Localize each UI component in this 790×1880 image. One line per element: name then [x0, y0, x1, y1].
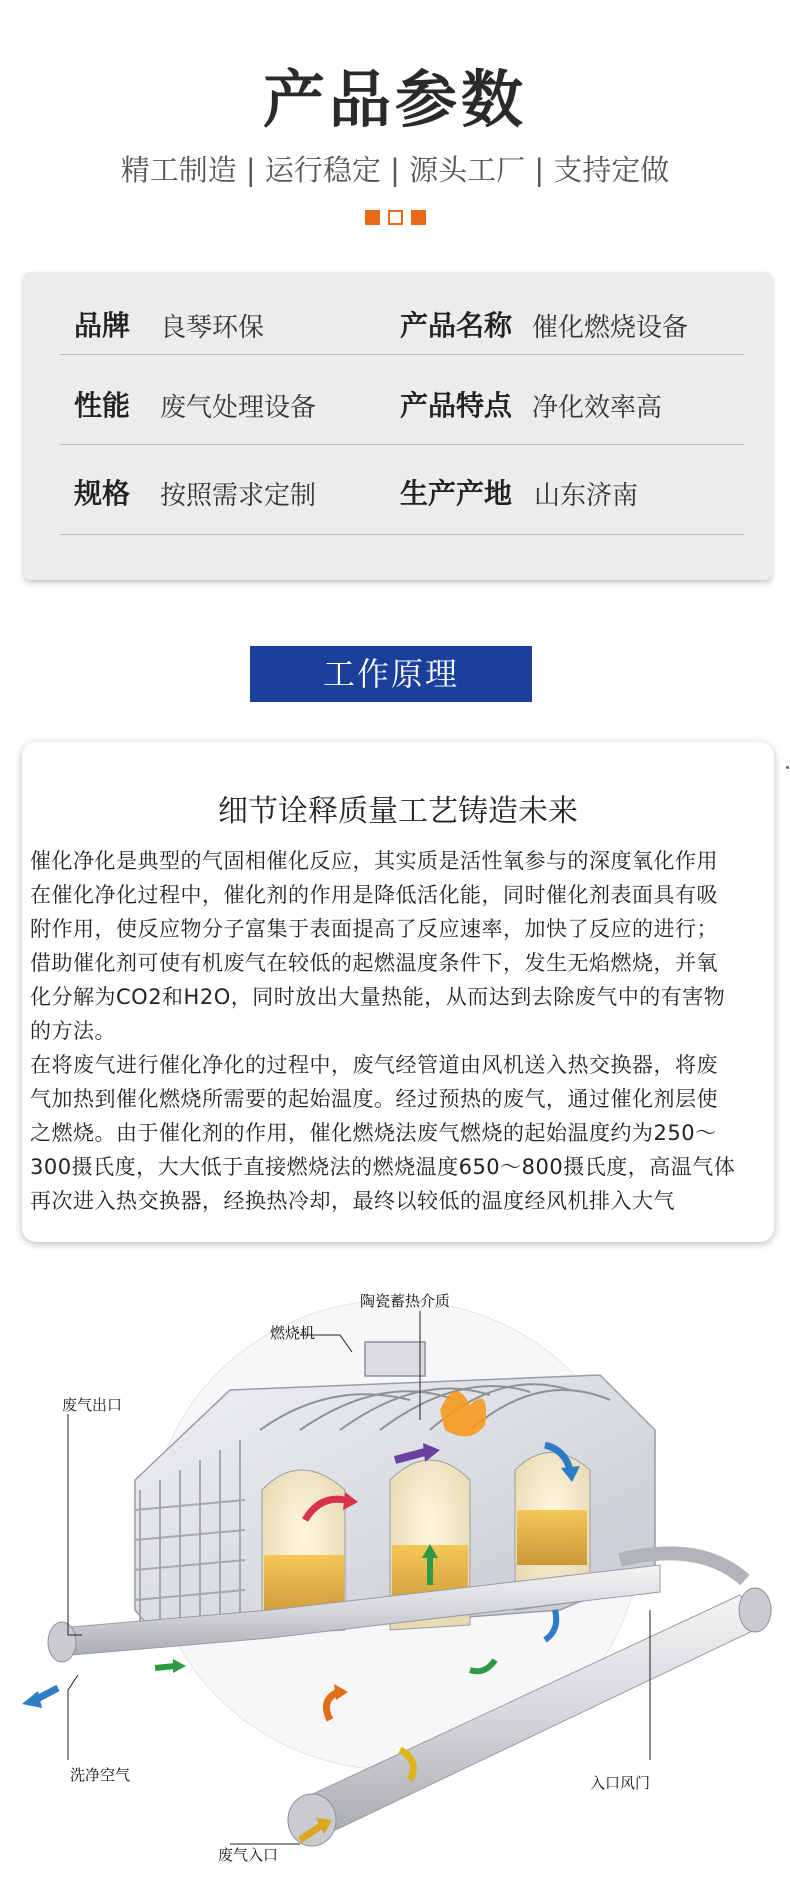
hollow-square-icon — [388, 210, 403, 225]
work-principle-banner: 工作原理 — [250, 646, 532, 702]
spec-key-brand: 品牌 — [74, 309, 131, 342]
spec-value-product-name: 催化燃烧设备 — [532, 313, 689, 343]
orange-square-icon — [365, 210, 380, 225]
paragraph-line: 在催化净化过程中，催化剂的作用是降低活化能，同时催化剂表面具有吸 — [30, 883, 718, 907]
spec-card — [24, 272, 772, 580]
paragraph-line: 化分解为CO2和H2O，同时放出大量热能，从而达到去除废气中的有害物 — [30, 985, 726, 1009]
label-exhaust-outlet: 废气出口 — [62, 1396, 123, 1414]
spec-divider — [60, 444, 744, 445]
label-ceramic-media: 陶瓷蓄热介质 — [360, 1292, 451, 1310]
decorative-dot — [786, 766, 789, 769]
spec-value-brand: 良琴环保 — [160, 313, 265, 343]
paragraph-line: 的方法。 — [30, 1019, 116, 1043]
page-title: 产品参数 — [262, 63, 527, 136]
paragraph-line: 之燃烧。由于催化剂的作用，催化燃烧法废气燃烧的起始温度约为250～ — [30, 1121, 717, 1145]
spec-value-feature: 净化效率高 — [532, 393, 663, 423]
page-subtitle: 精工制造 | 运行稳定 | 源头工厂 | 支持定做 — [120, 153, 670, 187]
paragraph-line: 在将废气进行催化净化的过程中，废气经管道由风机送入热交换器，将废 — [30, 1053, 718, 1077]
spec-value-origin: 山东济南 — [534, 481, 639, 511]
spec-key-performance: 性能 — [74, 389, 131, 422]
principle-text-card — [22, 742, 774, 1242]
decorative-dots — [365, 210, 426, 225]
paragraph-line: 催化净化是典型的气固相催化反应，其实质是活性氧参与的深度氧化作用 — [30, 849, 718, 873]
card-heading: 细节诠释质量工艺铸造未来 — [218, 794, 578, 829]
spec-key-feature: 产品特点 — [400, 389, 513, 422]
equipment-diagram — [0, 1280, 790, 1880]
orange-square-icon — [411, 210, 426, 225]
spec-key-specification: 规格 — [74, 477, 131, 510]
paragraph-line: 300摄氏度，大大低于直接燃烧法的燃烧温度650～800摄氏度，高温气体 — [30, 1155, 736, 1179]
green-arrow-icon — [173, 1659, 186, 1673]
paragraph-line: 附作用，使反应物分子富集于表面提高了反应速率，加快了反应的进行； — [30, 917, 718, 941]
paragraph-line: 借助催化剂可使有机废气在较低的起燃温度条件下，发生无焰燃烧，并氧 — [30, 951, 718, 975]
spec-divider — [60, 534, 744, 535]
label-inlet-valve: 入口风门 — [590, 1774, 651, 1792]
spec-key-origin: 生产产地 — [400, 477, 513, 510]
label-burner: 燃烧机 — [270, 1324, 316, 1342]
burner-box — [365, 1342, 425, 1376]
rco-illustration — [0, 1280, 790, 1880]
spec-key-product-name: 产品名称 — [400, 309, 513, 342]
label-clean-air: 洗净空气 — [70, 1766, 131, 1784]
spec-value-performance: 废气处理设备 — [160, 393, 317, 423]
label-exhaust-inlet: 废气入口 — [218, 1846, 279, 1864]
spec-divider — [60, 354, 744, 355]
paragraph-line: 再次进入热交换器，经换热冷却，最终以较低的温度经风机排入大气 — [30, 1189, 675, 1213]
spec-value-specification: 按照需求定制 — [160, 481, 317, 511]
blue-arrow-icon — [22, 1691, 42, 1708]
paragraph-line: 气加热到催化燃烧所需要的起始温度。经过预热的废气，通过催化剂层使 — [30, 1087, 718, 1111]
